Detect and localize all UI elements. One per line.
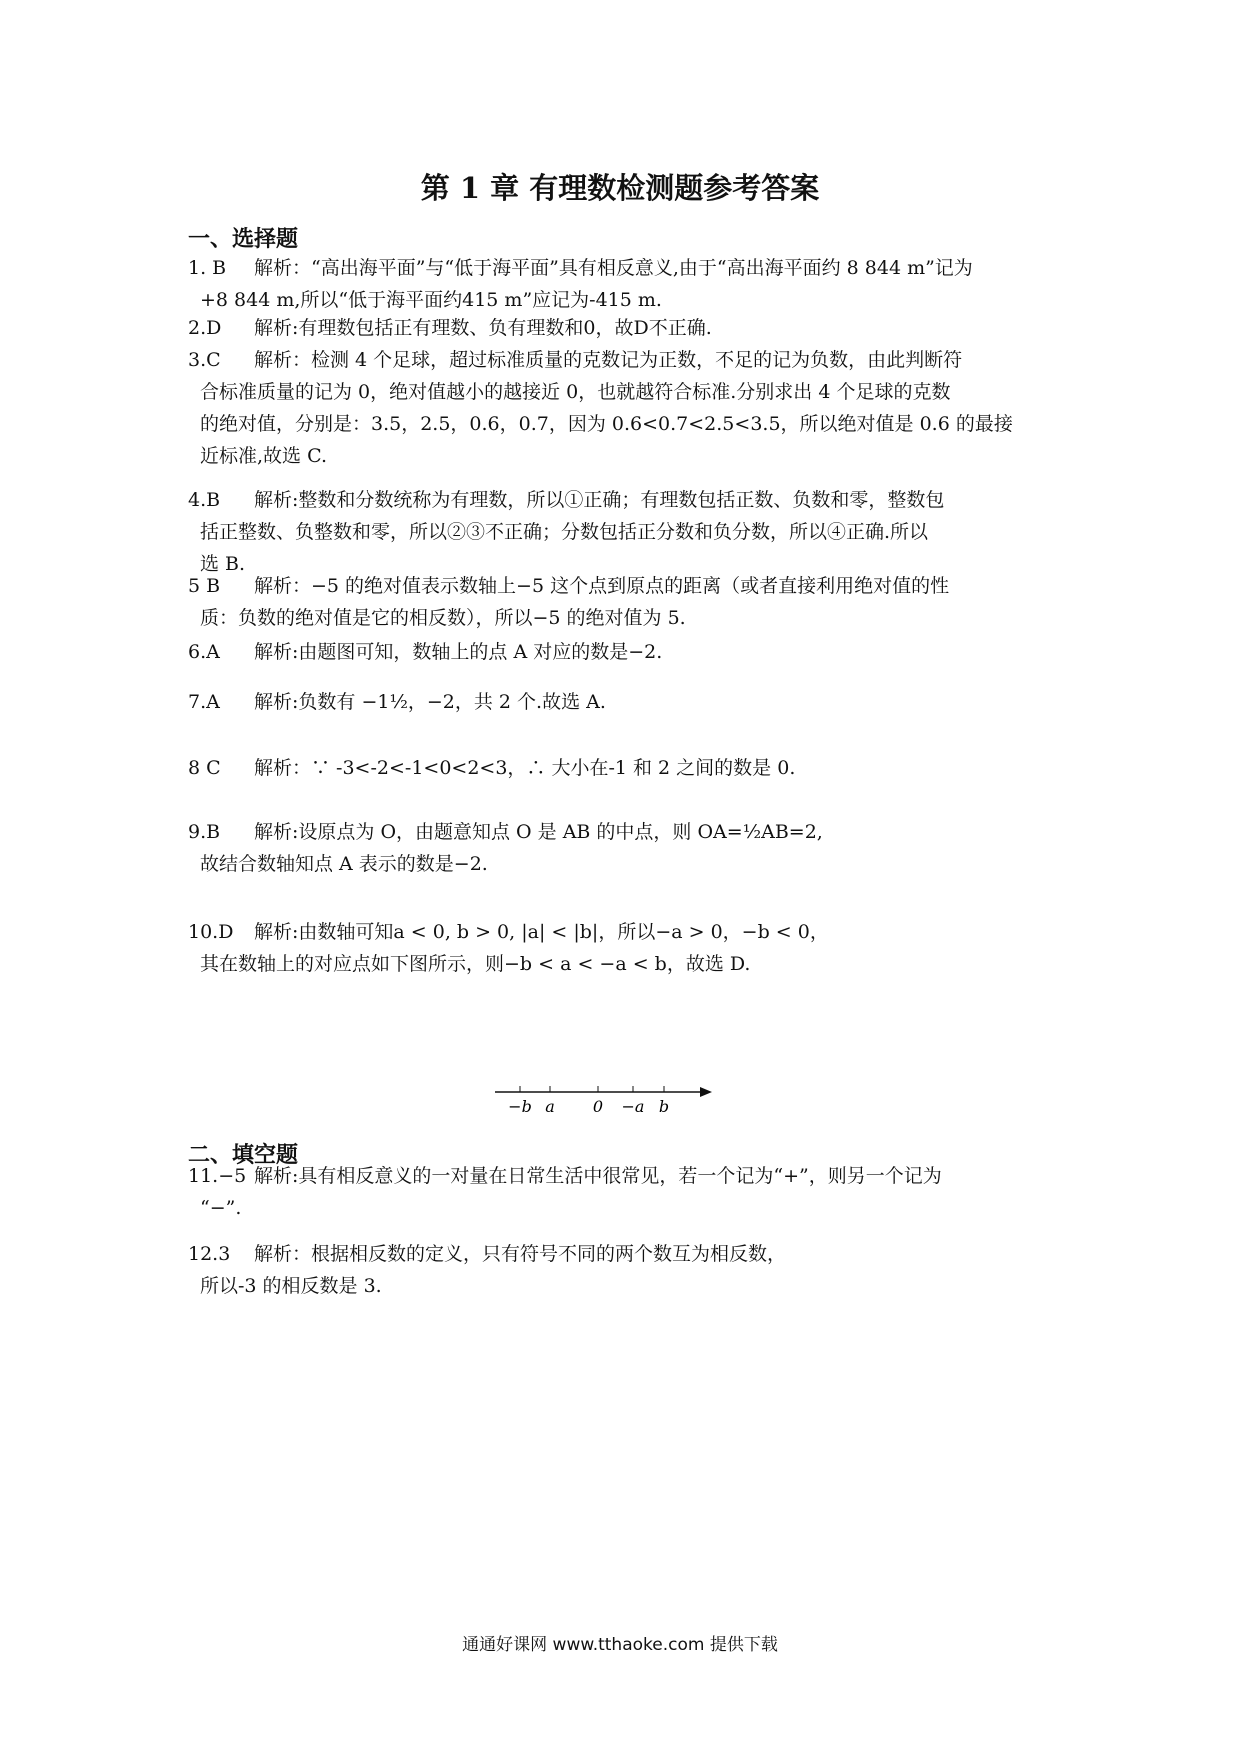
answer-line bbox=[188, 312, 1058, 344]
answer-line bbox=[188, 1192, 1058, 1224]
answer-item bbox=[188, 312, 1058, 344]
answer-number: 11.−5 bbox=[188, 1165, 247, 1187]
answer-line bbox=[188, 602, 1058, 634]
answer-text: 解析:由题图可知，数轴上的点 A 对应的数是−2. bbox=[254, 641, 663, 663]
tick-label: a bbox=[545, 1097, 555, 1116]
tick-label: −a bbox=[621, 1097, 645, 1116]
answer-text: 解析：−5 的绝对值表示数轴上−5 这个点到原点的距离（或者直接利用绝对值的性 bbox=[254, 575, 950, 597]
answer-text: 选 B. bbox=[200, 553, 246, 575]
page-title: 第 1 章 有理数检测题参考答案 bbox=[420, 171, 820, 205]
answer-text: 其在数轴上的对应点如下图所示，则−b < a < −a < b，故选 D. bbox=[200, 953, 751, 975]
tick-label: 0 bbox=[592, 1097, 604, 1116]
answer-text: +8 844 m,所以“低于海平面约415 m”应记为-415 m. bbox=[200, 289, 662, 311]
answer-number: 3.C bbox=[188, 349, 221, 371]
answer-item bbox=[188, 252, 1058, 316]
answer-line bbox=[188, 484, 1058, 516]
answer-item bbox=[188, 570, 1058, 634]
section-choice: 一、选择题 bbox=[188, 226, 299, 252]
answer-item bbox=[188, 344, 1058, 472]
answer-text: 合标准质量的记为 0，绝对值越小的越接近 0，也就越符合标准.分别求出 4 个足球的克数 bbox=[200, 381, 951, 403]
answer-number: 10.D bbox=[188, 921, 234, 943]
answer-item bbox=[188, 1238, 1058, 1302]
answer-line bbox=[188, 570, 1058, 602]
answer-text: 解析：检测 4 个足球，超过标准质量的克数记为正数，不足的记为负数，由此判断符 bbox=[254, 349, 963, 371]
answer-number: 9.B bbox=[188, 821, 221, 843]
answer-item bbox=[188, 1160, 1058, 1224]
answer-text: 解析:负数有 −1½，−2，共 2 个.故选 A. bbox=[254, 691, 606, 713]
answer-item bbox=[188, 752, 1058, 784]
answer-line bbox=[188, 948, 1058, 980]
answer-text: 近标准,故选 C. bbox=[200, 445, 327, 467]
answer-item bbox=[188, 816, 1058, 880]
answer-line bbox=[188, 516, 1058, 548]
answer-text: 故结合数轴知点 A 表示的数是−2. bbox=[200, 853, 488, 875]
answer-item bbox=[188, 916, 1058, 980]
answer-text: 质：负数的绝对值是它的相反数），所以−5 的绝对值为 5. bbox=[200, 607, 686, 629]
answer-number: 8 C bbox=[188, 757, 221, 779]
answer-text: 所以-3 的相反数是 3. bbox=[200, 1275, 382, 1297]
answer-line bbox=[188, 1160, 1058, 1192]
answer-number: 2.D bbox=[188, 317, 222, 339]
answer-number: 4.B bbox=[188, 489, 221, 511]
answer-line bbox=[188, 636, 1058, 668]
answer-text: 解析:由数轴可知a < 0, b > 0, |a| < |b|，所以−a > 0，−b < 0， bbox=[254, 921, 829, 943]
answer-line bbox=[188, 440, 1058, 472]
answer-text: 解析:整数和分数统称为有理数，所以①正确；有理数包括正数、负数和零，整数包 bbox=[254, 489, 945, 511]
answer-line bbox=[188, 376, 1058, 408]
answer-line bbox=[188, 916, 1058, 948]
answer-line bbox=[188, 344, 1058, 376]
answer-item bbox=[188, 686, 1058, 718]
tick-label: −b bbox=[508, 1097, 532, 1116]
answer-text: 解析：根据相反数的定义，只有符号不同的两个数互为相反数， bbox=[254, 1243, 787, 1265]
answer-number: 12.3 bbox=[188, 1243, 231, 1265]
answer-text: 解析：∵ -3<-2<-1<0<2<3，∴ 大小在-1 和 2 之间的数是 0. bbox=[254, 757, 796, 779]
section-fill: 二、填空题 bbox=[188, 1142, 299, 1168]
answer-line bbox=[188, 848, 1058, 880]
answer-number: 1. B bbox=[188, 257, 227, 279]
answer-line bbox=[188, 1270, 1058, 1302]
answer-text: 括正整数、负整数和零，所以②③不正确；分数包括正分数和负分数，所以④正确.所以 bbox=[200, 521, 929, 543]
number-line-figure bbox=[490, 1078, 720, 1120]
tick-label: b bbox=[658, 1097, 670, 1116]
answer-line bbox=[188, 686, 1058, 718]
answer-text: 解析：“高出海平面”与“低于海平面”具有相反意义,由于“高出海平面约 8 844 m”记为 bbox=[254, 257, 973, 279]
answer-line bbox=[188, 408, 1058, 440]
answer-line bbox=[188, 816, 1058, 848]
answer-text: 解析:设原点为 O，由题意知点 O 是 AB 的中点，则 OA=½AB=2, bbox=[254, 821, 823, 843]
answer-text: 的绝对值，分别是：3.5，2.5，0.6，0.7，因为 0.6<0.7<2.5<3.5，所以绝对值是 0.6 的最接 bbox=[200, 413, 1013, 435]
answer-item bbox=[188, 484, 1058, 580]
answer-number: 5 B bbox=[188, 575, 221, 597]
answer-text: “−”. bbox=[200, 1197, 242, 1219]
answer-item bbox=[188, 636, 1058, 668]
answer-text: 解析:有理数包括正有理数、负有理数和0，故D不正确. bbox=[254, 317, 712, 339]
answer-line bbox=[188, 1238, 1058, 1270]
footer-text: 通通好课网 www.tthaoke.com 提供下载 bbox=[462, 1635, 778, 1655]
answer-number: 6.A bbox=[188, 641, 220, 663]
answer-text: 解析:具有相反意义的一对量在日常生活中很常见，若一个记为“+”，则另一个记为 bbox=[254, 1165, 942, 1187]
answer-line bbox=[188, 252, 1058, 284]
answer-number: 7.A bbox=[188, 691, 220, 713]
answer-line bbox=[188, 752, 1058, 784]
